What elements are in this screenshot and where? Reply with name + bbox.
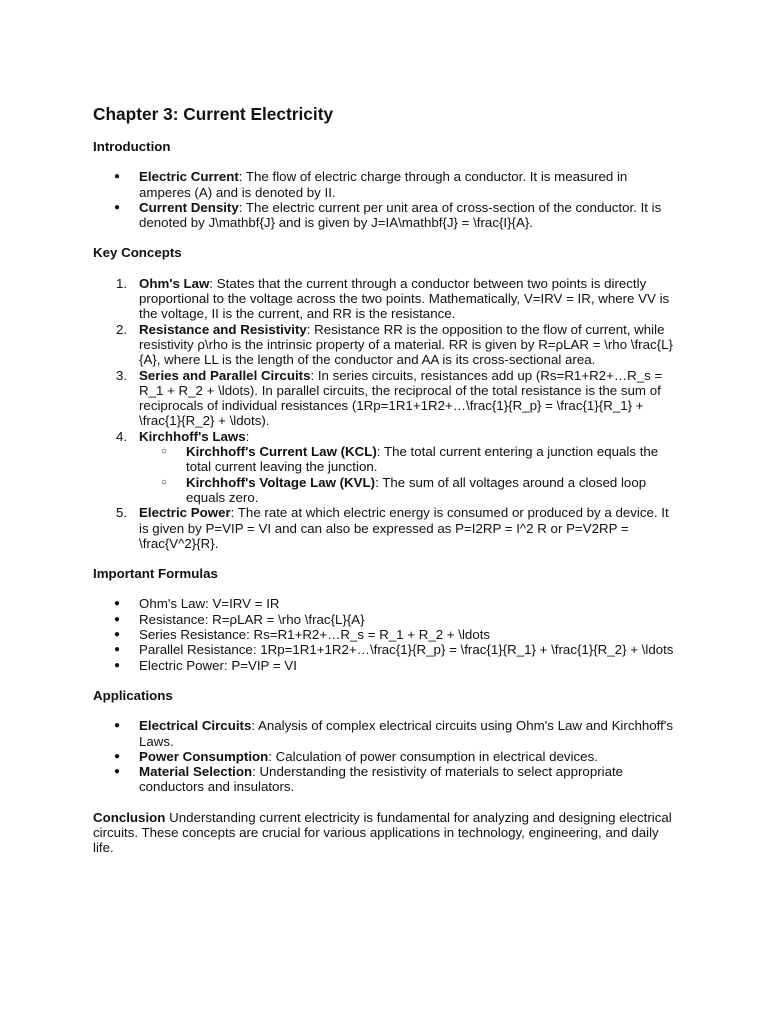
- term: Resistance and Resistivity: [139, 321, 307, 337]
- definition: : Analysis of complex electrical circuits using Ohm's Law and Kirchhoff's Laws.: [139, 718, 673, 749]
- list-item: ● Series Resistance: Rs=R1+R2+…R_s = R_1 + R_2 + \ldots: [93, 627, 678, 642]
- term: Material Selection: [139, 764, 253, 780]
- item-number: 4.: [116, 428, 128, 444]
- definition: : The total current entering a junction equals the total current leaving the junction.: [186, 444, 659, 475]
- sub-list-item: [139, 444, 678, 475]
- item-number: 3.: [116, 367, 128, 383]
- applications-list: [93, 718, 678, 794]
- document-page: [93, 104, 678, 856]
- section-heading-introduction: Introduction: [93, 139, 171, 154]
- definition: : The sum of all voltages around a closed loop equals zero.: [186, 474, 647, 505]
- conclusion-text: Understanding current electricity is fundamental for analyzing and designing electrical circuits. These concepts are crucial for various applications in technology, engineering, and daily life.: [93, 809, 672, 856]
- term: Electrical Circuits: [139, 718, 252, 734]
- introduction-list: [93, 169, 678, 230]
- list-item: [93, 200, 678, 231]
- term: Power Consumption: [139, 748, 269, 764]
- list-item: [93, 169, 678, 200]
- definition: :: [245, 428, 250, 444]
- item-number: 1.: [116, 275, 128, 291]
- definition: : The rate at which electric energy is consumed or produced by a device. It is given by P=VIP = VI and can also be expressed as P=I2RP = I^2 R or P=V2RP = \frac{V^2}{R}.: [139, 505, 669, 551]
- section-heading-key-concepts: Key Concepts: [93, 245, 182, 261]
- item-number: 2.: [116, 321, 128, 337]
- term: Current Density: [139, 199, 239, 215]
- page-title: Chapter 3: Current Electricity: [93, 104, 334, 124]
- definition: : States that the current through a conductor between two points is directly proportional to the voltage across the two points. Mathematically, V=IRV = IR, where VV is the voltage, II is the current, and RR is the resistance.: [139, 275, 670, 322]
- list-item: [93, 429, 678, 505]
- list-item: [93, 322, 678, 368]
- list-item: [93, 276, 678, 322]
- definition: : The flow of electric charge through a conductor. It is measured in amperes (A) and is denoted by II.: [139, 169, 628, 200]
- section-heading-applications: Applications: [93, 687, 173, 703]
- list-item: ● Resistance: R=ρLAR = \rho \frac{L}{A}: [93, 612, 678, 627]
- term: Electric Current: [139, 169, 239, 185]
- kirchhoff-sublist: [139, 444, 678, 505]
- definition: : The electric current per unit area of cross-section of the conductor. It is denoted by J\mathbf{J} and is given by J=IA\mathbf{J} = \frac{I}{A}.: [139, 199, 662, 231]
- conclusion-paragraph: [93, 810, 678, 856]
- list-item: [93, 764, 678, 795]
- item-number: 5.: [116, 505, 128, 521]
- sub-list-item: [139, 475, 678, 506]
- term: Ohm's Law: [139, 275, 210, 291]
- list-item: ● Ohm's Law: V=IRV = IR: [93, 596, 678, 611]
- section-heading-important-formulas: Important Formulas: [93, 566, 218, 582]
- key-concepts-list: [93, 276, 678, 551]
- formulas-list: [93, 596, 678, 672]
- term: Kirchhoff's Laws: [139, 428, 246, 444]
- list-item: [93, 505, 678, 551]
- term: Series and Parallel Circuits: [139, 367, 311, 383]
- conclusion-label: Conclusion: [93, 809, 166, 825]
- definition: : Calculation of power consumption in electrical devices.: [268, 748, 598, 764]
- list-item: [93, 749, 678, 764]
- term: Kirchhoff's Current Law (KCL): [186, 444, 377, 460]
- list-item: ● Electric Power: P=VIP = VI: [93, 658, 678, 673]
- list-item: [93, 368, 678, 429]
- definition: : Resistance RR is the opposition to the flow of current, while resistivity ρ\rho is the intrinsic property of a material. RR is given by R=ρLAR = \rho \frac{L}{A}, where LL is the length of the conductor and AA is its cross-sectional area.: [139, 321, 673, 368]
- list-item: [93, 718, 678, 749]
- list-item: ● Parallel Resistance: 1Rp=1R1+1R2+…\frac{1}{R_p} = \frac{1}{R_1} + \frac{1}{R_2} + \ldots: [93, 642, 678, 657]
- definition: : In series circuits, resistances add up (Rs=R1+R2+…R_s = R_1 + R_2 + \ldots). In parallel circuits, the reciprocal of the total resistance is the sum of reciprocals of individual resistances (1Rp=1R1+1R2+…\frac{1}{R_p} = \frac{1}{R_1} + \frac{1}{R_2} + \ldots).: [139, 367, 663, 429]
- term: Kirchhoff's Voltage Law (KVL): [186, 474, 376, 490]
- term: Electric Power: [139, 505, 231, 521]
- definition: : Understanding the resistivity of materials to select appropriate conductors and insulators.: [139, 764, 624, 795]
